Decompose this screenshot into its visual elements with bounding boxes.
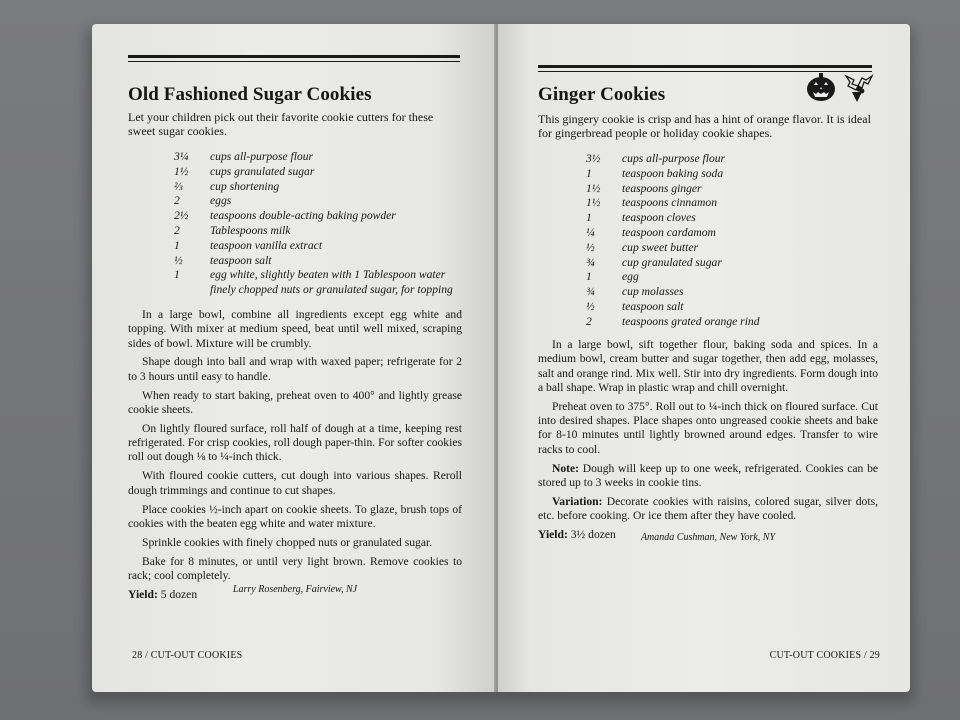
- ingredient-name: egg white, slightly beaten with 1 Tablespoon water: [210, 268, 446, 282]
- title-rule-thick: [128, 55, 460, 58]
- ingredient-quantity: 2: [586, 314, 592, 328]
- ingredient-name: cups all-purpose flour: [622, 152, 726, 165]
- ingredient-name: cup sweet butter: [622, 240, 698, 254]
- ingredient-row: [586, 226, 876, 241]
- ingredient-list: [586, 152, 876, 330]
- ingredient-quantity: 2½: [174, 209, 189, 223]
- right-page: [498, 24, 910, 692]
- ingredient-row: [586, 167, 876, 182]
- ingredient-name: teaspoon baking soda: [622, 166, 724, 180]
- instruction-paragraph: Preheat oven to 375°. Roll out to ¼-inch thick on floured surface. Cut into desired shapes. Place shapes onto ungreased cookie sheets and bake for 8-10 minutes until lightly browned around edges. Transfer to wire racks to cool.: [538, 399, 878, 456]
- ingredient-row: [586, 256, 876, 271]
- ingredient-quantity: 1½: [586, 196, 601, 210]
- instruction-paragraph: In a large bowl, sift together flour, baking soda and spices. In a medium bowl, cream butter and sugar together, then add egg, molasses, salt and orange rind. Mix well. Stir into dry ingredients. Form dough into a ball shape. Wrap in plastic wrap and chill overnight.: [538, 338, 878, 394]
- ingredient-quantity: ⅔: [174, 179, 183, 193]
- ingredient-quantity: 3¼: [174, 150, 189, 163]
- ingredient-name: cup shortening: [210, 179, 280, 193]
- instruction-paragraph: With floured cookie cutters, cut dough into various shapes. Reroll dough trimmings and continue to cut shapes.: [128, 469, 462, 497]
- instruction-paragraph: Place cookies ½-inch apart on cookie sheets. To glaze, brush tops of cookies with the beaten egg white and water mixture.: [128, 502, 462, 530]
- instruction-paragraph: Sprinkle cookies with finely chopped nuts or granulated sugar.: [142, 535, 433, 549]
- holiday-icons: [806, 72, 876, 106]
- recipe-title: Old Fashioned Sugar Cookies: [128, 84, 372, 105]
- ingredient-quantity: 2: [174, 223, 180, 237]
- title-rule-thin: [128, 61, 460, 62]
- ingredient-name: teaspoons ginger: [622, 181, 702, 195]
- ingredient-name: teaspoons cinnamon: [622, 196, 717, 210]
- instruction-paragraph: In a large bowl, combine all ingredients except egg white and topping. With mixer at medium speed, beat until well mixed, scraping sides of bowl. Mixture will be crumbly.: [128, 308, 462, 350]
- ingredient-quantity: ½: [586, 240, 595, 254]
- ingredient-row: [174, 268, 464, 283]
- ingredient-row: [586, 270, 876, 285]
- ingredient-quantity: ¼: [586, 225, 595, 239]
- ingredient-quantity: ¾: [586, 255, 595, 269]
- ingredient-row: [586, 285, 876, 300]
- ingredient-quantity: ¾: [586, 285, 595, 299]
- ingredient-quantity: 1: [586, 211, 592, 225]
- instructions: [128, 308, 462, 602]
- ingredient-quantity: 1½: [586, 181, 601, 195]
- ingredient-row: [174, 194, 464, 209]
- ingredient-name: finely chopped nuts or granulated sugar, for topping: [210, 283, 453, 297]
- recipe-intro: This gingery cookie is crisp and has a hint of orange flavor. It is ideal for gingerbread people or holiday cookie shapes.: [538, 112, 871, 140]
- ingredient-name: teaspoon salt: [210, 253, 272, 267]
- variation-label: Variation:: [552, 494, 603, 508]
- ingredient-quantity: [174, 283, 210, 298]
- page-footer: CUT-OUT COOKIES / 29: [769, 650, 880, 661]
- ingredient-quantity: 1: [586, 270, 592, 284]
- instruction-paragraph: Bake for 8 minutes, or until very light brown. Remove cookies to rack; cool completely.: [128, 554, 462, 582]
- ingredient-quantity: ½: [586, 299, 595, 313]
- ingredient-row: [586, 211, 876, 226]
- ingredient-name: Tablespoons milk: [210, 223, 291, 237]
- note-text: Dough will keep up to one week, refrigerated. Cookies can be stored up to 3 weeks in cookie tins.: [538, 461, 879, 489]
- ingredient-name: cups granulated sugar: [210, 164, 315, 178]
- ingredient-row: [174, 180, 464, 195]
- holly-icon: [842, 72, 876, 106]
- ingredient-name: teaspoon vanilla extract: [210, 238, 323, 252]
- recipe-title: Ginger Cookies: [538, 84, 666, 105]
- ingredient-quantity: 3½: [586, 152, 601, 165]
- ingredient-name: teaspoons grated orange rind: [622, 314, 760, 328]
- ingredient-row: [174, 150, 464, 165]
- instruction-paragraph: Shape dough into ball and wrap with waxed paper; refrigerate for 2 to 3 hours until easy to handle.: [128, 355, 462, 383]
- ingredient-row: [586, 315, 876, 330]
- ingredient-quantity: ½: [174, 253, 183, 267]
- ingredient-row: [174, 254, 464, 269]
- ingredient-row: [174, 209, 464, 224]
- ingredient-quantity: 2: [174, 194, 180, 208]
- recipe-credit: Larry Rosenberg, Fairview, NJ: [232, 584, 358, 595]
- ingredient-row: [586, 241, 876, 256]
- ingredient-name: cup molasses: [622, 285, 684, 299]
- pumpkin-icon: [806, 72, 836, 102]
- ingredient-row: [586, 300, 876, 315]
- ingredient-quantity: 1½: [174, 164, 189, 178]
- variation-text: Decorate cookies with raisins, colored sugar, silver dots, etc. before cooking. Or ice them after they have cooled.: [538, 494, 878, 523]
- ingredient-row: [174, 239, 464, 254]
- ingredient-name: eggs: [210, 194, 232, 208]
- ingredient-row: [586, 182, 876, 197]
- ingredient-row: [174, 165, 464, 180]
- variation-paragraph: [538, 495, 878, 524]
- ingredient-quantity: 1: [174, 268, 180, 282]
- ingredient-name: teaspoon cloves: [622, 211, 696, 225]
- ingredient-name: teaspoon salt: [622, 299, 684, 313]
- ingredient-name: teaspoon cardamom: [622, 225, 716, 239]
- page-footer: 28 / CUT-OUT COOKIES: [132, 650, 243, 661]
- ingredient-name: teaspoons double-acting baking powder: [210, 209, 396, 223]
- ingredient-row: [174, 283, 464, 298]
- note-label: Note:: [552, 461, 580, 475]
- left-page: [92, 24, 496, 692]
- ingredient-name: cups all-purpose flour: [210, 150, 314, 163]
- yield-label: Yield:: [128, 587, 158, 601]
- instructions: [538, 338, 878, 542]
- ingredient-name: cup granulated sugar: [622, 255, 722, 269]
- instruction-paragraph: When ready to start baking, preheat oven to 400° and lightly grease cookie sheets.: [128, 388, 462, 416]
- yield-value: 3½ dozen: [570, 527, 616, 541]
- ingredient-row: [174, 224, 464, 239]
- instruction-paragraph: On lightly floured surface, roll half of dough at a time, keeping rest refrigerated. For crisp cookies, roll dough paper-thin. For softer cookies roll out dough ⅛ to ¼-inch thick.: [128, 421, 462, 464]
- yield-label: Yield:: [538, 527, 568, 541]
- ingredient-row: [586, 152, 876, 167]
- ingredient-name: egg: [622, 270, 639, 284]
- title-rule-thick: [538, 65, 872, 68]
- ingredient-quantity: 1: [174, 238, 180, 252]
- yield-value: 5 dozen: [160, 587, 198, 601]
- ingredient-row: [586, 196, 876, 211]
- note-paragraph: [538, 462, 878, 491]
- recipe-intro: Let your children pick out their favorite cookie cutters for these sweet sugar cookies.: [128, 110, 434, 138]
- recipe-credit: Amanda Cushman, New York, NY: [640, 532, 776, 543]
- ingredient-quantity: 1: [586, 166, 592, 180]
- ingredient-list: [174, 150, 464, 298]
